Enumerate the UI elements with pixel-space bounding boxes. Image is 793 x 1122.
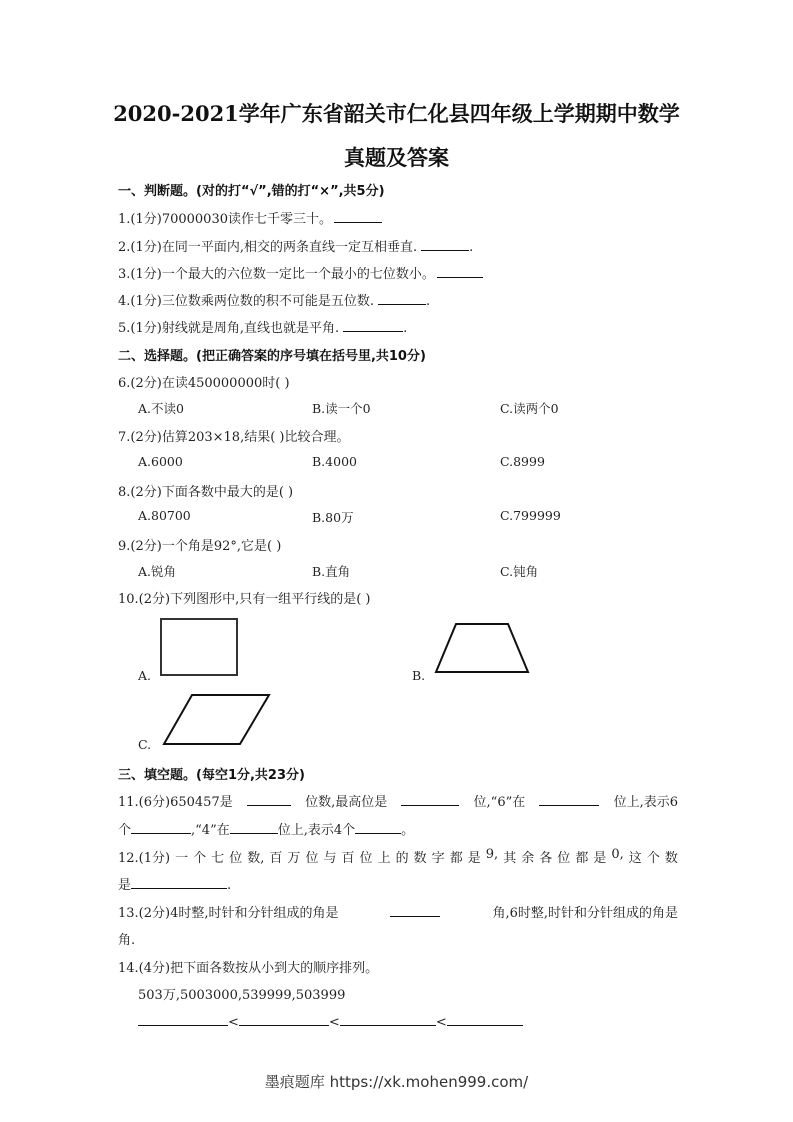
question-11-text: 。: [401, 823, 415, 838]
answer-blank[interactable]: [131, 874, 227, 889]
option-b[interactable]: B.直角: [312, 564, 351, 579]
question-12-text: 一: [175, 851, 189, 866]
question-12-line2: 是 .: [118, 874, 231, 893]
answer-blank[interactable]: [447, 1011, 523, 1026]
question-14-numbers: 503万,5003000,539999,503999: [138, 988, 346, 1003]
question-14: 14.(4分)把下面各数按从小到大的顺序排列。: [118, 961, 379, 976]
document-title-line2: 真题及答案: [344, 145, 449, 170]
question-4: 4.(1分)三位数乘两位数的积不可能是五位数. .: [118, 290, 430, 309]
question-12-text: 位: [557, 851, 571, 866]
question-9: 9.(2分)一个角是92°,它是( ): [118, 539, 282, 554]
question-11-text: 位数,最高位是: [305, 795, 388, 810]
question-8: 8.(2分)下面各数中最大的是( ): [118, 485, 294, 500]
question-11-text: 位上,表示4个: [277, 823, 356, 838]
question-1-text: 1.(1分)70000030读作七千零三十。: [118, 212, 332, 227]
question-12-text: 0,: [611, 847, 624, 862]
question-5: 5.(1分)射线就是周角,直线也就是平角. .: [118, 317, 407, 336]
question-11-text: 位,“6”在: [473, 795, 526, 810]
answer-blank[interactable]: [247, 791, 291, 806]
option-b[interactable]: B.读一个0: [312, 401, 371, 416]
question-12-text: 位: [359, 851, 373, 866]
question-12-text: 百: [269, 851, 283, 866]
option-b[interactable]: B.80万: [312, 510, 354, 525]
question-12-line1: [118, 847, 678, 866]
question-2-text: 2.(1分)在同一平面内,相交的两条直线一定互相垂直.: [118, 240, 418, 255]
option-c[interactable]: C.8999: [500, 454, 545, 469]
question-12-text: 位: [305, 851, 319, 866]
option-a[interactable]: A.: [138, 668, 152, 683]
question-13-line1: [118, 902, 678, 921]
question-11-line2: [118, 819, 414, 838]
question-12-text: 数,: [247, 851, 265, 866]
option-c[interactable]: C.: [138, 737, 152, 752]
answer-blank[interactable]: [390, 902, 440, 917]
section-heading-fill-blank: 三、填空题。(每空1分,共23分): [118, 768, 305, 783]
question-12-text: 数: [413, 851, 427, 866]
option-c[interactable]: C.799999: [500, 508, 561, 523]
question-12-text: 位: [229, 851, 243, 866]
question-10: 10.(2分)下列图形中,只有一组平行线的是( ): [118, 592, 371, 607]
answer-blank[interactable]: [539, 791, 599, 806]
question-12-text: 百: [341, 851, 355, 866]
question-6: 6.(2分)在读450000000时( ): [118, 376, 290, 391]
answer-blank[interactable]: [131, 819, 191, 834]
question-12-text: 其: [503, 851, 517, 866]
question-12-text: 七: [211, 851, 225, 866]
answer-blank[interactable]: [421, 236, 469, 251]
question-13-line2: 角.: [118, 933, 136, 948]
document-title-line1: 2020-2021学年广东省韶关市仁化县四年级上学期期中数学: [113, 101, 680, 126]
rectangle-figure[interactable]: [158, 616, 242, 678]
answer-blank[interactable]: [138, 1011, 228, 1026]
answer-blank[interactable]: [230, 819, 278, 834]
question-3: [118, 263, 483, 282]
question-12-text: 是: [593, 851, 607, 866]
question-12-text: 的: [395, 851, 409, 866]
question-3-text: 3.(1分)一个最大的六位数一定比一个最小的七位数小。: [118, 267, 435, 282]
option-a[interactable]: A.锐角: [138, 564, 177, 579]
answer-blank[interactable]: [378, 290, 426, 305]
question-5-text: 5.(1分)射线就是周角,直线也就是平角.: [118, 321, 340, 336]
answer-blank[interactable]: [355, 819, 401, 834]
question-11-line1: [118, 791, 678, 810]
question-12-text: 12.(1分): [118, 851, 171, 866]
question-13-text: 13.(2分)4时整,时针和分针组成的角是: [118, 906, 339, 921]
answer-blank[interactable]: [340, 1011, 436, 1026]
question-12-text: 这: [628, 851, 642, 866]
question-12-text: 个: [646, 851, 660, 866]
question-12-text: 字: [431, 851, 445, 866]
footer-watermark: 墨痕题库 https://xk.mohen999.com/: [264, 1073, 529, 1091]
section-heading-judgment: 一、判断题。(对的打“√”,错的打“×”,共5分): [118, 184, 385, 199]
question-11-text: 个: [118, 823, 132, 838]
question-12-text: 万: [287, 851, 301, 866]
question-12-text: 数: [664, 851, 678, 866]
option-b[interactable]: B.: [412, 668, 426, 683]
question-2: 2.(1分)在同一平面内,相交的两条直线一定互相垂直. .: [118, 236, 473, 255]
question-11-text: 11.(6分)650457是: [118, 795, 233, 810]
answer-blank[interactable]: [239, 1011, 329, 1026]
ordering-row: [138, 1011, 523, 1030]
question-12-text: 个: [193, 851, 207, 866]
answer-blank[interactable]: [437, 263, 483, 278]
option-a[interactable]: A.不读0: [138, 401, 184, 416]
option-c[interactable]: C.钝角: [500, 564, 539, 579]
question-12-text: 是: [467, 851, 481, 866]
parallelogram-figure[interactable]: [160, 692, 272, 748]
question-12-text: 余: [521, 851, 535, 866]
question-12-text: 都: [449, 851, 463, 866]
trapezoid-figure[interactable]: [432, 620, 532, 676]
less-than-sign: <: [228, 1015, 239, 1030]
option-b[interactable]: B.4000: [312, 454, 357, 469]
option-a[interactable]: A.6000: [138, 454, 183, 469]
answer-blank[interactable]: [334, 208, 382, 223]
option-a[interactable]: A.80700: [138, 508, 191, 523]
question-12-text: 都: [575, 851, 589, 866]
less-than-sign: <: [328, 1015, 340, 1030]
question-11-text: 位上,表示6: [613, 795, 678, 810]
option-c[interactable]: C.读两个0: [500, 401, 559, 416]
question-1: [118, 208, 382, 227]
question-12-text: 9,: [485, 847, 499, 862]
question-12-text: 与: [323, 851, 337, 866]
question-12-text: 各: [539, 851, 553, 866]
question-11-text: ,“4”在: [191, 823, 230, 838]
answer-blank[interactable]: [401, 791, 459, 806]
question-13-text: 角,6时整,时针和分针组成的角是: [492, 906, 678, 921]
answer-blank[interactable]: [343, 317, 403, 332]
question-12-text: 上: [377, 851, 391, 866]
question-12-text: 是: [118, 878, 132, 893]
question-4-text: 4.(1分)三位数乘两位数的积不可能是五位数.: [118, 294, 374, 309]
less-than-sign: <: [435, 1015, 447, 1030]
section-heading-choice: 二、选择题。(把正确答案的序号填在括号里,共10分): [118, 349, 426, 364]
question-7: 7.(2分)估算203×18,结果( )比较合理。: [118, 430, 350, 445]
